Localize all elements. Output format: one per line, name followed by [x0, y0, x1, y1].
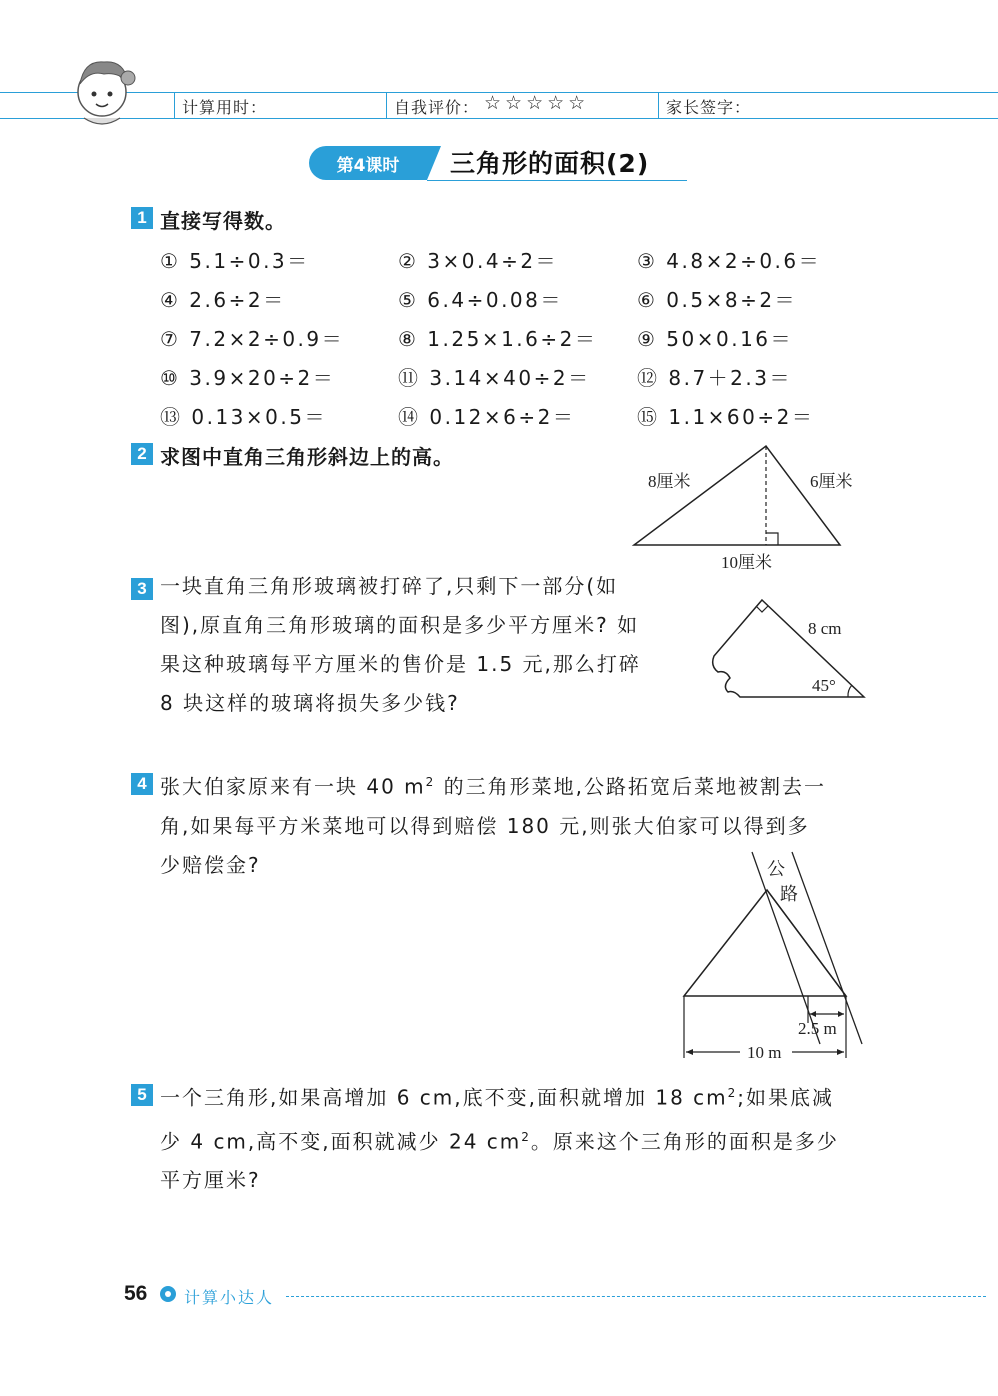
problem-4: ④ 2.6÷2＝: [160, 288, 286, 312]
question-line: 一个三角形,如果高增加 6 cm,底不变,面积就增加 18 $cm^2$;如果底减: [160, 1085, 835, 1110]
cut-line: [767, 890, 846, 996]
header-separator: [174, 92, 175, 118]
question-line: 平方厘米?: [160, 1168, 261, 1193]
question-line: 一块直角三角形玻璃被打碎了,只剩下一部分(如: [160, 574, 619, 598]
problem-2: ② 3×0.4÷2＝: [398, 249, 559, 273]
problem-10: ⑩ 3.9×20÷2＝: [160, 366, 336, 390]
problem-7: ⑦ 7.2×2÷0.9＝: [160, 327, 345, 351]
page-number: 56: [124, 1282, 148, 1305]
question-number: 2: [131, 443, 153, 465]
question-title: 直接写得数。: [160, 209, 286, 233]
triangle-shape: [634, 446, 840, 545]
angle-label: 45°: [812, 676, 836, 695]
problem-14: ⑭ 0.12×6÷2＝: [398, 405, 576, 429]
arrowhead: [837, 1049, 844, 1055]
problem-1: ① 5.1÷0.3＝: [160, 249, 310, 273]
question-text: [160, 1074, 839, 1200]
problem-15: ⑮ 1.1×60÷2＝: [637, 405, 815, 429]
question-line: 果这种玻璃每平方厘米的售价是 1.5 元,那么打碎: [160, 652, 641, 676]
problem-12: ⑫ 8.7＋2.3＝: [637, 366, 792, 390]
arrowhead: [686, 1049, 693, 1055]
header-separator: [658, 92, 659, 118]
right-angle-mark: [756, 606, 768, 612]
question-line: 8 块这样的玻璃将损失多少钱?: [160, 691, 460, 715]
question-number: 1: [131, 207, 153, 229]
triangle-field: [684, 890, 846, 996]
side-length-label: 8 cm: [808, 619, 842, 638]
road-edge-line: [792, 852, 862, 1044]
arrowhead: [838, 1011, 844, 1017]
glass-shape: [713, 600, 864, 697]
lesson-title: 三角形的面积(2): [450, 149, 650, 178]
question-title: 求图中直角三角形斜边上的高。: [160, 445, 454, 469]
road-label: 公: [767, 859, 785, 879]
question-line: 少 4 cm,高不变,面积就减少 24 $cm^2$。原来这个三角形的面积是多少: [160, 1129, 839, 1154]
header-bottom-line: [0, 118, 998, 119]
self-eval-label: 自我评价：: [394, 98, 480, 117]
header-separator: [386, 92, 387, 118]
right-side-label: 6厘米: [810, 472, 853, 491]
question-number: 4: [131, 773, 153, 795]
question-number: 5: [131, 1084, 153, 1106]
footer-bullet-icon: [160, 1286, 176, 1302]
angle-arc: [848, 685, 852, 697]
road-width-label: 2.5 m: [798, 1019, 837, 1038]
base-length-label: 10 m: [747, 1043, 782, 1062]
title-underline: [427, 180, 687, 181]
calc-time-label: 计算用时：: [182, 98, 268, 117]
right-angle-mark: [766, 533, 778, 545]
cartoon-kid-icon: [70, 48, 142, 130]
arrowhead: [810, 1011, 816, 1017]
parent-sign-label: 家长签字：: [666, 98, 752, 117]
question-line: 角,如果每平方米菜地可以得到赔偿 180 元,则张大伯家可以得到多: [160, 813, 810, 838]
footer-dashed-line: [286, 1296, 986, 1297]
problem-13: ⑬ 0.13×0.5＝: [160, 405, 327, 429]
question-line: 少赔偿金?: [160, 852, 261, 877]
base-label: 10厘米: [721, 553, 772, 572]
left-side-label: 8厘米: [648, 472, 691, 491]
rating-stars[interactable]: ☆☆☆☆☆: [484, 92, 590, 114]
problem-9: ⑨ 50×0.16＝: [637, 327, 794, 351]
lesson-badge: 第4课时: [309, 146, 427, 180]
field-road-figure: [670, 848, 875, 1066]
problem-11: ⑪ 3.14×40÷2＝: [398, 366, 591, 390]
question-line: 图),原直角三角形玻璃的面积是多少平方厘米? 如: [160, 613, 640, 637]
problem-5: ⑤ 6.4÷0.08＝: [398, 288, 563, 312]
question-line: 张大伯家原来有一块 40 $m^2$ 的三角形菜地,公路拓宽后菜地被割去一: [160, 774, 827, 799]
question-number: 3: [131, 578, 153, 600]
problem-8: ⑧ 1.25×1.6÷2＝: [398, 327, 598, 351]
problem-6: ⑥ 0.5×8÷2＝: [637, 288, 798, 312]
book-name: 计算小达人: [184, 1288, 275, 1307]
broken-glass-figure: [700, 592, 875, 704]
road-label: 路: [780, 884, 798, 904]
right-triangle-figure: [620, 440, 880, 580]
problem-3: ③ 4.8×2÷0.6＝: [637, 249, 822, 273]
question-text: [160, 567, 641, 723]
